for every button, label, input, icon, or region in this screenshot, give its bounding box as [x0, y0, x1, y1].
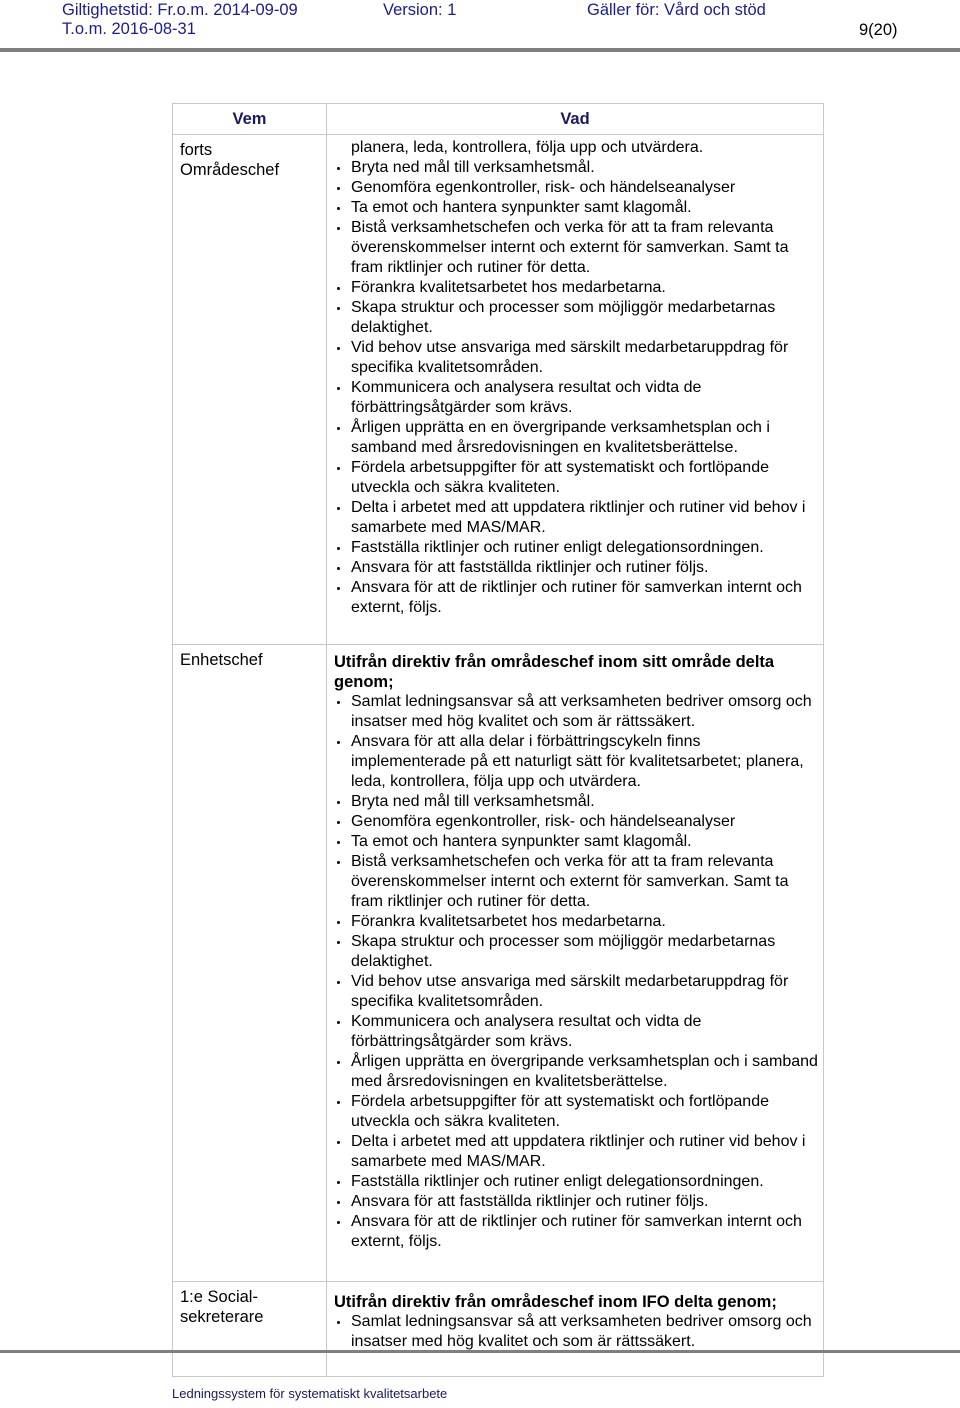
list-item: Ta emot och hantera synpunkter samt klagomål.: [334, 832, 818, 852]
section-intro: Utifrån direktiv från områdeschef inom sitt område delta genom;: [334, 653, 775, 691]
list-item: Bryta ned mål till verksamhetsmål.: [334, 158, 818, 178]
list-item: Skapa struktur och processer som möjliggör medarbetarnas delaktighet.: [334, 932, 818, 972]
role-line: sekreterare: [180, 1308, 264, 1326]
valid-to: T.o.m. 2016-08-31: [62, 20, 196, 38]
table-row: [173, 645, 824, 1282]
role-cell: [173, 645, 327, 1282]
list-item: Vid behov utse ansvariga med särskilt medarbetaruppdrag för specifika kvalitetsområden.: [334, 338, 818, 378]
list-item: Fördela arbetsuppgifter för att systematiskt och fortlöpande utveckla och säkra kvaliteten.: [334, 458, 818, 498]
list-item: Årligen upprätta en en övergripande verksamhetsplan och i samband med årsredovisningen en kvalitetsberättelse.: [334, 418, 818, 458]
role-line: forts: [180, 141, 213, 159]
list-item: Bistå verksamhetschefen och verka för att ta fram relevanta överenskommelser internt och externt för samverkan. Samt ta fram riktlinjer och rutiner för detta.: [334, 852, 818, 912]
table-row: [173, 1282, 824, 1377]
section-intro: Utifrån direktiv från områdeschef inom IFO delta genom;: [334, 1293, 777, 1311]
role-line: 1:e Social-: [180, 1288, 258, 1306]
list-item: Delta i arbetet med att uppdatera riktlinjer och rutiner vid behov i samarbete med MAS/MAR.: [334, 498, 818, 538]
task-cell: [327, 645, 824, 1282]
role-line: Enhetschef: [180, 651, 263, 669]
version: Version: 1: [383, 1, 457, 19]
task-list: [334, 1312, 818, 1352]
list-item: Förankra kvalitetsarbetet hos medarbetarna.: [334, 912, 818, 932]
role-line: Områdeschef: [180, 161, 280, 179]
list-item: Samlat ledningsansvar så att verksamheten bedriver omsorg och insatser med hög kvalitet och som är rättssäkert.: [334, 1312, 818, 1352]
list-item: Bistå verksamhetschefen och verka för att ta fram relevanta överenskommelser internt och externt för samverkan. Samt ta fram riktlinjer och rutiner för detta.: [334, 218, 818, 278]
scope: Gäller för: Vård och stöd: [587, 1, 766, 19]
list-item: Genomföra egenkontroller, risk- och händelseanalyser: [334, 178, 818, 198]
footer-rule: [0, 1350, 960, 1353]
list-item: Ansvara för att fastställda riktlinjer och rutiner följs.: [334, 558, 818, 578]
list-item: Ansvara för att de riktlinjer och rutiner för samverkan internt och externt, följs.: [334, 578, 818, 618]
list-item: Samlat ledningsansvar så att verksamheten bedriver omsorg och insatser med hög kvalitet och som är rättssäkert.: [334, 692, 818, 732]
list-item: Delta i arbetet med att uppdatera riktlinjer och rutiner vid behov i samarbete med MAS/MAR.: [334, 1132, 818, 1172]
list-item: Fördela arbetsuppgifter för att systematiskt och fortlöpande utveckla och säkra kvaliteten.: [334, 1092, 818, 1132]
task-cell: [327, 135, 824, 645]
list-item: Genomföra egenkontroller, risk- och händelseanalyser: [334, 812, 818, 832]
list-item: Ansvara för att alla delar i förbättringscykeln finns implementerade på ett naturligt sätt för kvalitetsarbetet; planera, leda, kontrollera, följa upp och utvärdera.: [334, 732, 818, 792]
list-item: Skapa struktur och processer som möjliggör medarbetarnas delaktighet.: [334, 298, 818, 338]
task-cell: [327, 1282, 824, 1377]
list-item: Kommunicera och analysera resultat och vidta de förbättringsåtgärder som krävs.: [334, 1012, 818, 1052]
list-item: Ansvara för att de riktlinjer och rutiner för samverkan internt och externt, följs.: [334, 1212, 818, 1252]
table-row: [173, 135, 824, 645]
list-item: Fastställa riktlinjer och rutiner enligt delegationsordningen.: [334, 538, 818, 558]
responsibility-table: [172, 103, 824, 1377]
role-cell: [173, 135, 327, 645]
list-item: Årligen upprätta en övergripande verksamhetsplan och i samband med årsredovisningen en kvalitetsberättelse.: [334, 1052, 818, 1092]
column-header-what: Vad: [327, 104, 824, 135]
page-header: [0, 0, 960, 40]
list-item: Kommunicera och analysera resultat och vidta de förbättringsåtgärder som krävs.: [334, 378, 818, 418]
valid-from: Giltighetstid: Fr.o.m. 2014-09-09: [62, 1, 298, 19]
list-item: Vid behov utse ansvariga med särskilt medarbetaruppdrag för specifika kvalitetsområden.: [334, 972, 818, 1012]
page-number: 9(20): [859, 21, 898, 39]
table-header-row: [173, 104, 824, 135]
list-item: planera, leda, kontrollera, följa upp och utvärdera.: [351, 139, 704, 156]
list-item: Förankra kvalitetsarbetet hos medarbetarna.: [334, 278, 818, 298]
list-item: Bryta ned mål till verksamhetsmål.: [334, 792, 818, 812]
column-header-who: Vem: [173, 104, 327, 135]
page-footer: Ledningssystem för systematiskt kvalitetsarbete: [172, 1386, 448, 1401]
header-rule: [0, 48, 960, 52]
list-item: Ta emot och hantera synpunkter samt klagomål.: [334, 198, 818, 218]
role-cell: [173, 1282, 327, 1377]
list-item: Ansvara för att fastställda riktlinjer och rutiner följs.: [334, 1192, 818, 1212]
task-list: [334, 138, 818, 618]
list-item: Fastställa riktlinjer och rutiner enligt delegationsordningen.: [334, 1172, 818, 1192]
task-list: [334, 692, 818, 1252]
